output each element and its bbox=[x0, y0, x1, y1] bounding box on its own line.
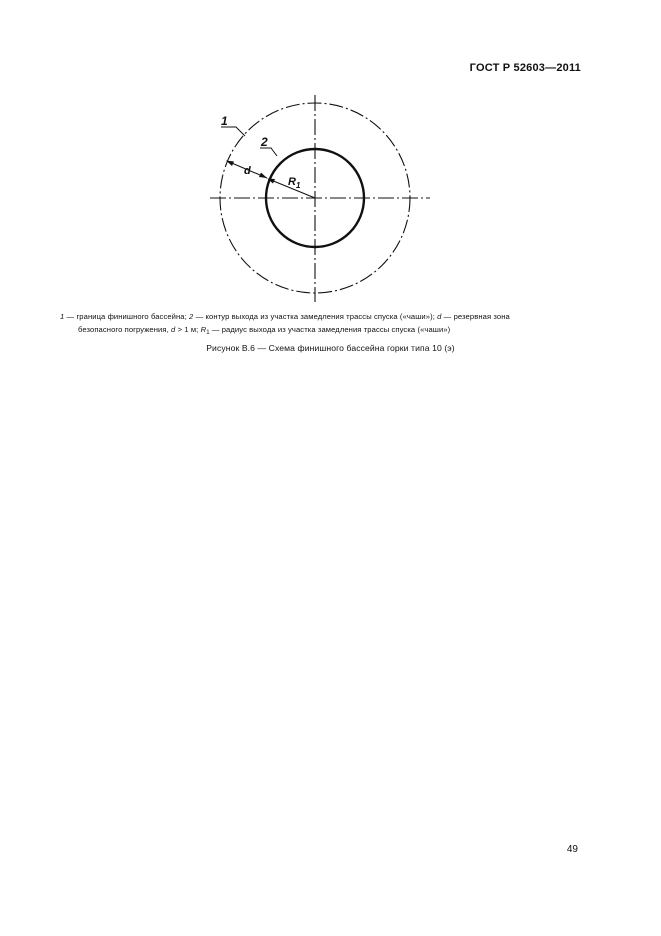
legend-item1-number: 1 bbox=[60, 312, 65, 321]
figure-legend bbox=[60, 310, 590, 340]
dimension-arrowhead-inner bbox=[259, 173, 267, 179]
figure-label-r bbox=[288, 176, 301, 190]
figure-label-2: 2 bbox=[261, 135, 268, 149]
legend-line2-d: d bbox=[171, 325, 176, 334]
page-number: 49 bbox=[566, 844, 578, 855]
legend-line2-r: R bbox=[200, 325, 207, 334]
legend-line2-start: безопасного погружения, bbox=[78, 325, 172, 334]
legend-line2-end: — радиус выхода из участка замедления трассы спуска («чаши») bbox=[209, 325, 451, 334]
legend-line2-r-sub: 1 bbox=[206, 330, 210, 336]
dimension-arrowhead-outer bbox=[226, 161, 234, 167]
figure-label-d: d bbox=[244, 165, 251, 177]
legend-item2-number: 2 bbox=[189, 312, 194, 321]
figure-label-r-letter: R bbox=[288, 176, 296, 188]
figure-caption: Рисунок В.6 — Схема финишного бассейна горки типа 10 (э) bbox=[206, 343, 455, 353]
legend-line2-mid: > 1 м; bbox=[175, 325, 201, 334]
legend-item3-text: — резервная зона bbox=[441, 312, 510, 321]
legend-line-2 bbox=[60, 323, 590, 340]
leader-line-2 bbox=[260, 148, 277, 156]
figure-label-1: 1 bbox=[221, 114, 228, 128]
legend-line-1 bbox=[60, 310, 590, 323]
document-code: ГОСТ Р 52603—2011 bbox=[469, 62, 581, 74]
figure-label-r-sub: 1 bbox=[295, 181, 301, 190]
legend-item1-text: — граница финишного бассейна; bbox=[64, 312, 190, 321]
legend-item3-symbol: d bbox=[437, 312, 442, 321]
legend-item2-text: — контур выхода из участка замедления трассы спуска («чаши»); bbox=[193, 312, 438, 321]
pool-scheme-figure bbox=[205, 90, 435, 305]
pool-scheme-drawing bbox=[205, 90, 435, 305]
leader-line-1 bbox=[221, 127, 245, 136]
